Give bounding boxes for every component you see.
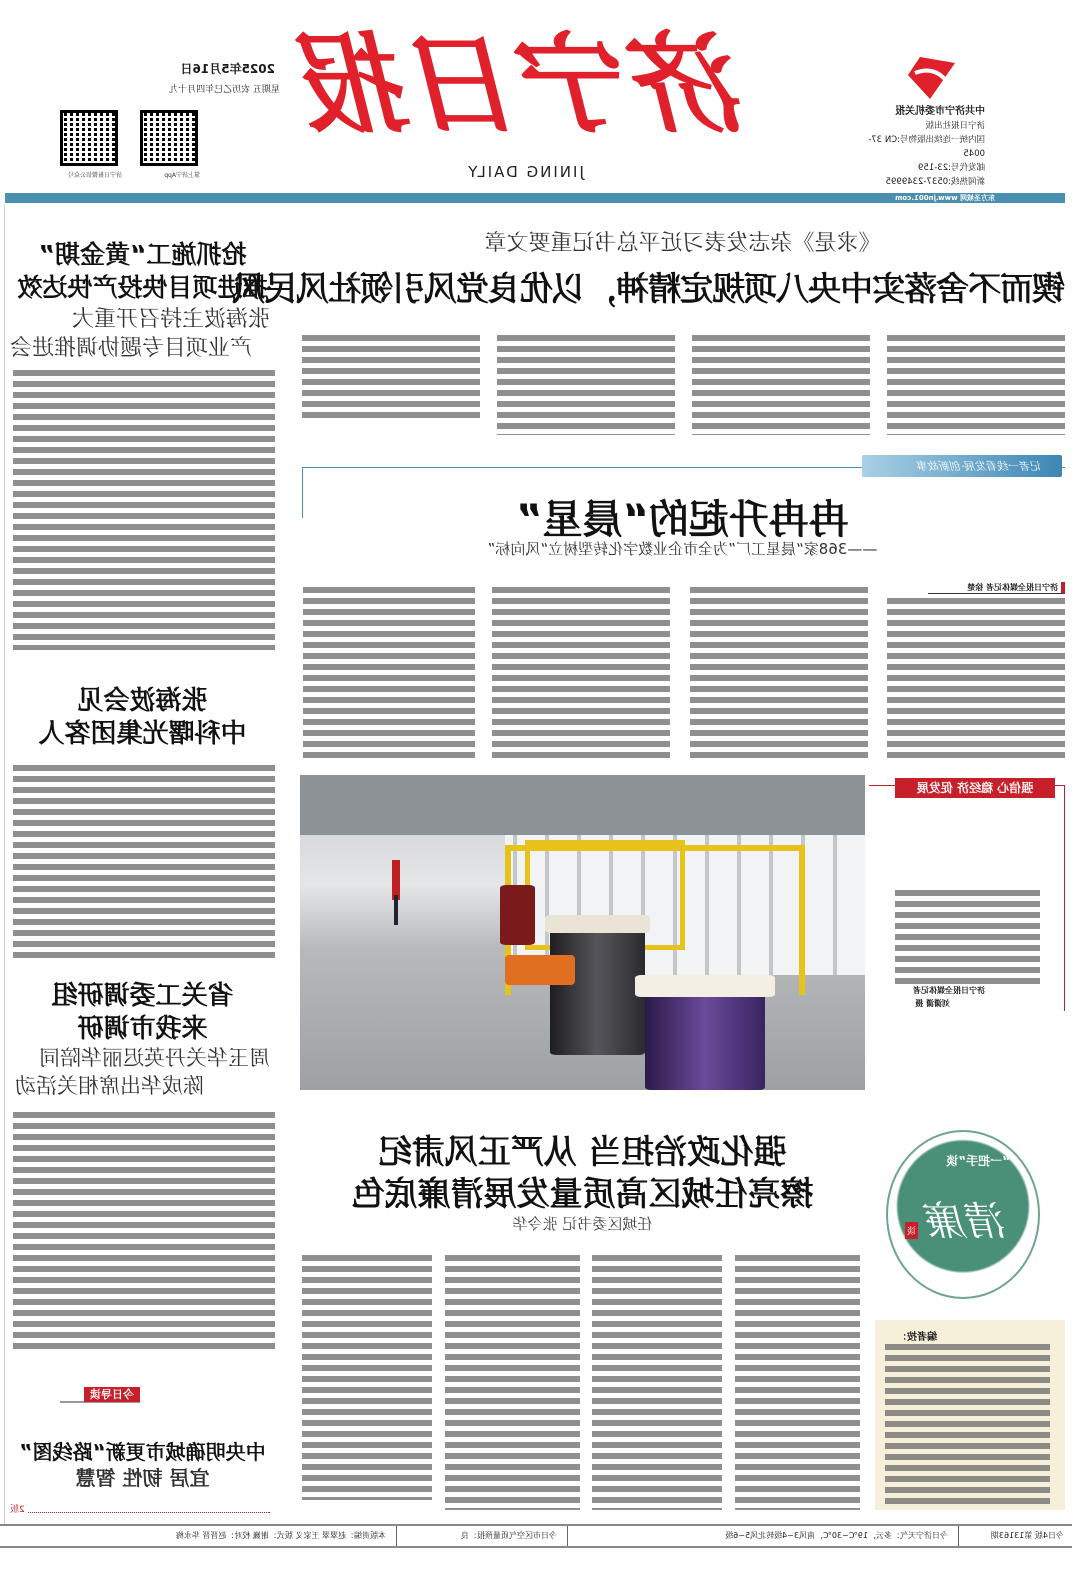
side-box-photographer: 刘潇潇 摄	[915, 999, 950, 1008]
qr-label: 济宁日报微信公众号	[67, 172, 122, 179]
masthead-english: JINING DAILY	[466, 163, 584, 181]
qr-label: 掌上济宁App	[164, 172, 200, 179]
story3-subhead-2: 陈成华出席相关活动	[15, 1074, 204, 1098]
qr-code-app	[140, 110, 198, 166]
weekday-lunar: 星期五 农历乙巳年四月十九	[169, 85, 280, 95]
footer-issue: 今日4版 第13163期	[958, 1526, 1072, 1546]
story1-headline-2: 推进项目快投产快达效	[17, 273, 268, 302]
lower-body-text	[302, 1255, 432, 1500]
page-ref-text: 2版	[10, 1502, 28, 1515]
editor-note-label: 编者按：	[897, 1332, 937, 1343]
lower-body-text	[592, 1255, 722, 1510]
page-reference-link[interactable]	[10, 1502, 270, 1513]
org-line: 新闻热线:0537-2349995	[885, 177, 985, 187]
story3-subhead-1: 周玉华关丹英迟丽华陪同	[39, 1046, 270, 1070]
org-line: 国内统一连续出版物号:CN 37-0045	[868, 135, 985, 159]
lead-kicker: 《求是》杂志发表习近平总书记重要文章	[484, 231, 881, 256]
qr-code-wechat	[60, 110, 118, 166]
left-column-rule	[4, 205, 5, 1525]
story3-body-text	[13, 1112, 275, 1352]
feature-body-text	[887, 598, 1065, 758]
lead-body-text	[692, 335, 870, 435]
story1-subhead-2: 产业项目专题协调推进会	[10, 336, 253, 361]
footer-bar	[0, 1524, 1072, 1548]
feature-body-text	[303, 587, 475, 758]
masthead-org-info	[860, 105, 985, 189]
story2-body-text	[13, 765, 275, 960]
feature-headline: 冉冉升起的“晨星”	[516, 497, 849, 543]
masthead-bar	[5, 193, 1065, 203]
feature-body-text	[492, 587, 670, 758]
guide-tag-text: 今日导读	[84, 1387, 140, 1402]
qinglian-emblem	[886, 1130, 1040, 1299]
story4-headline-1: 中央明确城市更新“路线图”	[19, 1440, 266, 1464]
lower-byline: 任城区委书记 张令华	[512, 1215, 653, 1233]
footer-editors: 本版责编：赵翠翠 王家义 版式：谢巍 校对：赵晋晋 华永梅	[175, 1531, 386, 1540]
qinglian-label: “一把手”谈	[946, 1154, 1010, 1168]
story1-body-text	[13, 370, 275, 650]
org-line: 中共济宁市委机关报	[895, 106, 985, 117]
footer-air-quality: 今日市区空气质量预报：良	[396, 1526, 567, 1546]
masthead-title: 济宁日报	[301, 22, 750, 148]
lead-body-text	[302, 335, 480, 423]
lead-body-text	[497, 335, 675, 435]
side-box-text	[895, 890, 1040, 985]
factory-photo	[300, 775, 865, 1090]
guide-tag	[60, 1383, 140, 1403]
qinglian-badge: 谈	[905, 1222, 918, 1239]
org-line: 邮发代号:23-159	[918, 163, 985, 173]
section-tag-text: 记者一线看发展·创新故事	[917, 460, 1042, 473]
lower-body-text	[735, 1255, 860, 1510]
side-box-tag: 强信心 稳经济 促发展	[895, 778, 1055, 798]
story3-headline-2: 来我市调研	[77, 1014, 208, 1044]
feature-subhead: ——368家“晨星工厂”为全市企业数字化转型树立“风向标”	[487, 540, 878, 558]
feature-byline: 济宁日报全媒体记者 徐楚	[928, 582, 1065, 594]
footer-weather: 今日济宁天气：多云，19℃~30℃，南风3~4级转北风5~6级	[567, 1526, 958, 1546]
lower-headline-1: 强化政治担当 从严正风肃纪	[378, 1132, 787, 1171]
story1-subhead-1: 张海波主持召开重大	[71, 307, 270, 332]
logo	[905, 55, 960, 100]
story4-headline-2: 宜居 韧性 智慧	[75, 1466, 210, 1490]
story2-headline-1: 张海波会见	[77, 686, 208, 716]
lead-headline: 锲而不舍落实中央八项规定精神，以优良党风引领社风民风	[233, 269, 1065, 308]
website-link[interactable]: 东方圣城网 www.jn001.com	[895, 194, 995, 202]
story1-headline-1: 抢抓施工“黄金期”	[38, 240, 247, 269]
side-box-byline: 济宁日报全媒体记者	[913, 986, 985, 995]
feature-section-tag	[862, 455, 1062, 477]
lead-body-text	[887, 335, 1065, 435]
issue-date: 2025年5月16日	[180, 62, 275, 76]
feature-body-text	[690, 587, 868, 758]
qinglian-title: 清廉	[928, 1199, 1008, 1245]
story2-headline-2: 中科曙光集团客人	[38, 719, 247, 749]
qinglian-note-box	[875, 1320, 1065, 1510]
lower-headline-2: 擦亮任城区高质量发展清廉底色	[351, 1174, 814, 1213]
story3-headline-1: 省关工委调研组	[51, 981, 234, 1011]
lower-body-text	[445, 1255, 580, 1510]
org-line: 济宁日报社出版	[925, 121, 985, 131]
